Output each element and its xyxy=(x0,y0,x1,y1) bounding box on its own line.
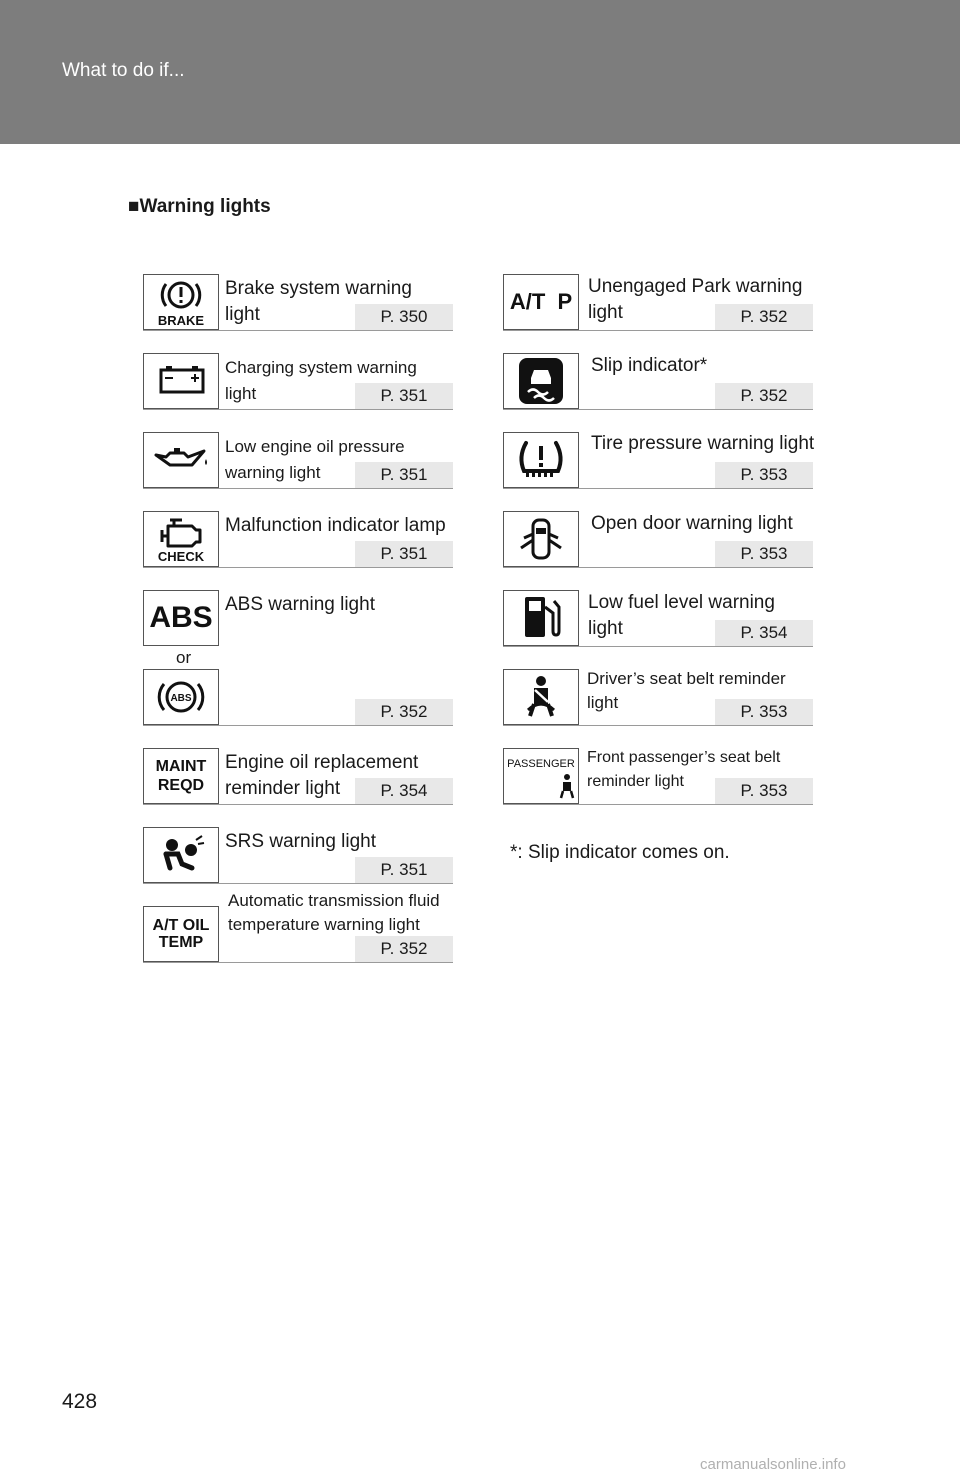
passenger-seatbelt-icon xyxy=(503,748,579,804)
or-text: or xyxy=(176,648,192,667)
abs-text: ABS xyxy=(149,601,213,634)
list-item-srs xyxy=(143,827,453,884)
page-ref: P. 352 xyxy=(715,304,813,330)
list-item-open-door xyxy=(503,511,813,568)
page-ref: P. 353 xyxy=(715,462,813,488)
page-ref: P. 351 xyxy=(355,383,453,409)
tire-pressure-icon xyxy=(503,432,579,488)
label: Charging system warning light xyxy=(225,358,417,403)
at-oil-temp-icon xyxy=(143,906,219,962)
list-item-abs-circle xyxy=(143,669,453,726)
list-item-at-oil-temp xyxy=(143,891,453,963)
maint-reqd-icon xyxy=(143,748,219,804)
label: ABS warning light xyxy=(225,594,375,615)
open-door-icon xyxy=(503,511,579,567)
page-ref: P. 352 xyxy=(355,699,453,725)
battery-icon xyxy=(143,353,219,409)
brake-warning-icon xyxy=(143,274,219,330)
label: Low engine oil pressure warning light xyxy=(225,437,405,482)
section-title: ■Warning lights xyxy=(128,196,271,217)
label: SRS warning light xyxy=(225,831,377,852)
page-ref: P. 354 xyxy=(355,778,453,804)
list-item-abs-text xyxy=(143,590,453,646)
list-item-brake xyxy=(143,274,453,331)
label: Automatic transmission fluid temperature warning light xyxy=(228,891,440,934)
atp-text: A/T P xyxy=(509,289,573,314)
list-item-slip xyxy=(503,353,813,410)
page-ref: P. 354 xyxy=(715,620,813,646)
airbag-icon xyxy=(143,827,219,883)
label: Open door warning light xyxy=(591,513,793,534)
list-item-oil-pressure xyxy=(143,432,453,489)
abs-text-icon xyxy=(143,590,219,646)
list-item-tire-pressure xyxy=(503,432,813,489)
label: Front passenger’s seat belt reminder light xyxy=(587,749,781,790)
atoil-text-1: A/T OIL xyxy=(152,916,210,934)
page-ref: P. 353 xyxy=(715,778,813,804)
oil-can-icon xyxy=(143,432,219,488)
engine-check-icon xyxy=(143,511,219,567)
list-item-charging xyxy=(143,353,453,410)
fuel-pump-icon xyxy=(503,590,579,646)
page-number: 428 xyxy=(62,1390,98,1413)
label: Brake system warning light xyxy=(225,278,412,325)
watermark: carmanualsonline.info xyxy=(700,1456,846,1473)
label: Malfunction indicator lamp xyxy=(225,515,446,536)
check-text: CHECK xyxy=(157,549,205,564)
header-title: What to do if... xyxy=(62,60,185,81)
label: Slip indicator* xyxy=(591,355,708,376)
label: Driver’s seat belt reminder light xyxy=(587,669,786,712)
passenger-text: PASSENGER xyxy=(507,758,575,770)
page-ref: P. 350 xyxy=(355,304,453,330)
page-ref: P. 352 xyxy=(355,936,453,962)
list-item-atp xyxy=(503,274,813,331)
list-item-driver-seatbelt xyxy=(503,669,813,726)
page-ref: P. 351 xyxy=(355,541,453,567)
page-ref: P. 353 xyxy=(715,699,813,725)
seatbelt-icon xyxy=(503,669,579,725)
label: Low fuel level warning light xyxy=(588,592,775,639)
page-header xyxy=(0,0,960,144)
list-item-passenger-seatbelt xyxy=(503,748,813,805)
abs-circle-icon xyxy=(143,669,219,725)
abs-small-text: ABS xyxy=(170,693,192,704)
label: Tire pressure warning light xyxy=(591,433,815,454)
page-ref: P. 351 xyxy=(355,857,453,883)
atoil-text-2: TEMP xyxy=(158,933,204,951)
atp-icon xyxy=(503,274,579,330)
label: Engine oil replacement reminder light xyxy=(225,752,419,799)
page-ref: P. 352 xyxy=(715,383,813,409)
page-ref: P. 351 xyxy=(355,462,453,488)
list-item-low-fuel xyxy=(503,590,813,647)
label: Unengaged Park warning light xyxy=(588,276,803,323)
slip-indicator-icon xyxy=(503,353,579,409)
brake-text: BRAKE xyxy=(157,313,205,328)
reqd-text: REQD xyxy=(157,776,205,794)
list-item-oil-replacement xyxy=(143,748,453,805)
list-item-malfunction xyxy=(143,511,453,568)
page-ref: P. 353 xyxy=(715,541,813,567)
maint-text: MAINT xyxy=(155,757,207,775)
footnote: *: Slip indicator comes on. xyxy=(510,842,730,863)
